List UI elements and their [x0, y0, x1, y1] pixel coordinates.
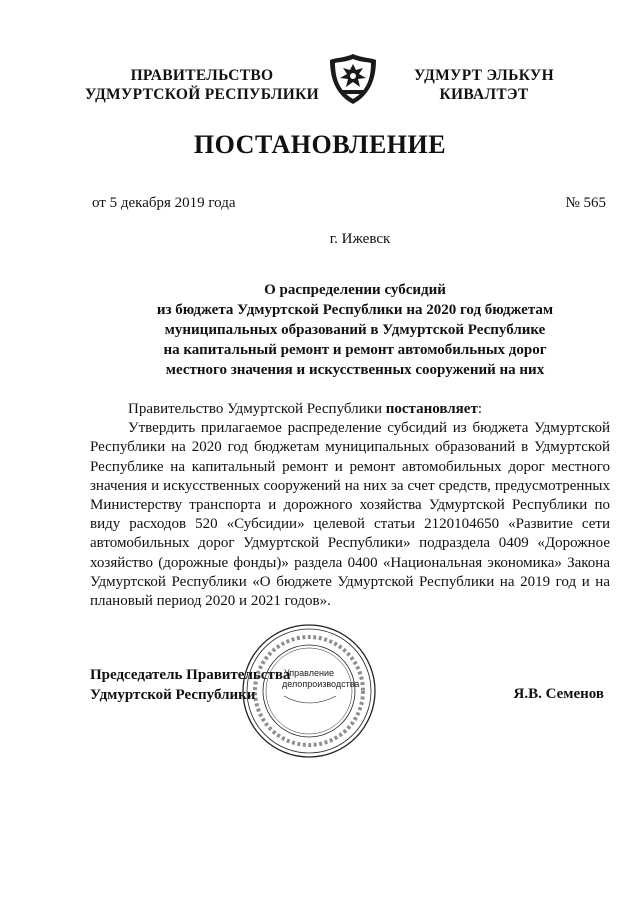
- round-seal-stamp-icon: [240, 622, 378, 760]
- document-date: от 5 декабря 2019 года: [92, 195, 236, 211]
- subject-line: из бюджета Удмуртской Республики на 2020 год бюджетам: [156, 302, 554, 318]
- document-body: [90, 400, 610, 611]
- stamp-text: Управление делопроизводства: [282, 668, 360, 689]
- document-number: № 565: [565, 195, 606, 211]
- subject-line: на капитальный ремонт и ремонт автомобильных дорог: [163, 342, 547, 358]
- header-right-line2: КИВАЛТЭТ: [439, 86, 529, 103]
- document-title: ПОСТАНОВЛЕНИЕ: [193, 130, 447, 159]
- header-right: [404, 66, 564, 104]
- header-left-line1: ПРАВИТЕЛЬСТВО: [130, 67, 274, 84]
- main-paragraph: Утвердить прилагаемое распределение субсидий из бюджета Удмуртской Республики на 2020 год бюджетам муниципальных образований в Удмуртской Республике на капитальный ремонт и ремонт автомобильных дорог местного значения и искусственных сооружений на них за счет средств, предусмотренных Министерству транспорта и дорожного хозяйства Удмуртской Республики по виду расходов 520 «Субсидии» целевой статьи 2120104650 «Развитие сети автомобильных дорог Удмуртской Республики» подраздела 0409 «Дорожное хозяйство (дорожные фонды)» раздела 0400 «Национальная экономика» Закона Удмуртской Республики «О бюджете Удмуртской Республики на 2019 год и на плановый период 2020 и 2021 годов».: [90, 420, 610, 610]
- preamble-colon: :: [477, 401, 482, 417]
- document-subject: [120, 280, 590, 380]
- preamble-verb: постановляет: [385, 401, 478, 417]
- preamble-text: Правительство Удмуртской Республики: [128, 401, 386, 417]
- subject-line: муниципальных образований в Удмуртской Республике: [164, 322, 546, 338]
- document-city: г. Ижевск: [329, 231, 391, 247]
- subject-line: местного значения и искусственных сооружений на них: [165, 362, 545, 378]
- signature-position-line2: Удмуртской Республики: [90, 686, 256, 703]
- subject-line: О распределении субсидий: [264, 282, 446, 298]
- header-left: [82, 66, 322, 104]
- preamble-paragraph: [90, 400, 610, 419]
- signature-position-line1: Председатель Правительства: [90, 667, 291, 683]
- header-left-line2: УДМУРТСКОЙ РЕСПУБЛИКИ: [84, 86, 319, 103]
- signature-name: Я.В. Семенов: [513, 686, 604, 702]
- header-right-line1: УДМУРТ ЭЛЬКУН: [414, 67, 554, 84]
- coat-of-arms-icon: [328, 52, 378, 106]
